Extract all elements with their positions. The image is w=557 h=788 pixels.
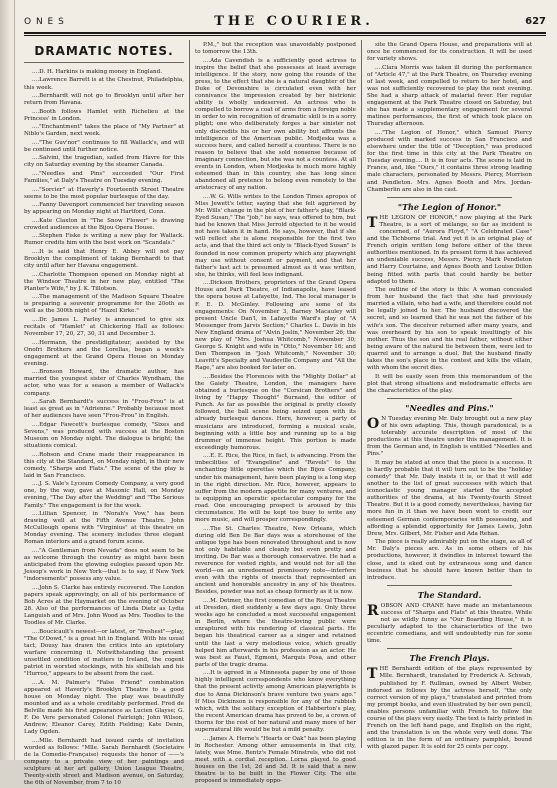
section-title-needles-and-pins: "Needles and Pins." — [405, 402, 494, 413]
article-paragraph: ....Clara Morris was taken ill during the performance of "Article 47," at the Park Theatre, on Thursday evening of last week, and compelled to return to her hotel, and was not sufficiently recovered to play the next evening. She had a sharp attack of malarial fever. Her regular engagement at the Park Theatre closed on Saturday, but she has made a supplementary engagement for several matinee performances, the first of which took place on Thursday afternoon. — [367, 64, 532, 128]
article-paragraph: ....Hermann, the prestidigitateur, assisted by the Onofri Brothers and the Lorellas, began a week's engagement at the Grand Opera House on Monday evening. — [24, 339, 184, 367]
article-paragraph: ...."The Guv'nor" continues to fill Wallack's, and will be continued until further notice. — [24, 139, 184, 153]
article-paragraph: ....The St. Charles Theatre, New Orleans, which during old Ben De Bar days was a storehouse of the antique type has been renovated throughout and is now not only habitable and cleanly but even pretty and inviting. De Bar was a thorough conservative. He had a reverence for vested rights, and would not for all the world—on an unredeemed promissory note—interfere even with the rights of insects that represented an ancient and honorable ancestry in any of his theatres. Besides, powder was not as cheap formerly as it is now. — [195, 525, 356, 596]
legion-of-honor-review — [367, 215, 532, 395]
article-paragraph — [367, 416, 532, 459]
section-title-french-plays: The French Plays. — [409, 653, 490, 664]
article-paragraph: ....Kate Claxton in "The Snow Flower" is drawing crowded audiences at the Bijou Opera House. — [24, 217, 184, 231]
article-paragraph: ....Charlotte Thompson opened on Monday night at the Windsor Theatre in her new play, entitled "The Planter's Wife," by J. K. Tillotson. — [24, 271, 184, 292]
article-paragraph: ....Stephen Fiske is writing a new play for Wallack. Rumor credits him with the best work on "Scandals." — [24, 233, 184, 247]
article-paragraph — [367, 603, 532, 646]
article-paragraph: ....Dr. James L. Farley is announced to give six recitals of "Hamlet" at Chickering Hall as follows: November 17, 20, 27, 30, 31 and December 3. — [24, 316, 184, 338]
paragraph-text: HE LEGION OF HONOR," now playing at the Park Theatre, is a sort of mélange, so far as incident is concerned, of "Aurora Floyd," "A Celebrated Case" and the Tichborne trial. And yet it is an original play of French origin written long before either of the three authorities mentioned. In its present form it has achieved an undeniable success, Messrs. Piercy, Mark Pendleton and Harry Courtaine, and Agnes Booth and Louise Dillon being fitted with parts that could hardly be better adapted to them. — [367, 214, 532, 285]
article-paragraph: ....The management of the Madison Square Theatre is preparing a souvenir programme for the 20oth as well as the 300th night of "Hazel Kirke." — [24, 294, 184, 315]
article-paragraph: ....It is said that Henry E. Abbey will not pay Brooklyn the compliment of taking Bernhardt to that city until after her Havana engagement. — [24, 248, 184, 270]
article-paragraph: ....Salvini, the tragedian, sailed from Havre for this city on Saturday evening by the steamer Canada. — [24, 155, 184, 169]
paragraph-text: OBSON AND CRANE have made an instantaneous success of "Sharps and Flats" at this theatre. While not as wildly funny as "Our Boarding House," it is peculiarly adapted to the characteristics of the two eccentric comedians, and will undoubtedly run for some time. — [367, 602, 532, 645]
article-paragraph: ....Ada Cavendish is a sufficiently good actress to inspire the belief that she possesses at least average intelligence. If the story, now going the rounds of the press, to the effect that she is a natural daughter of the Duke of Devonshire is circulated even with her connivance the impression created by her histrionic ability is wholly undeserved. An actress who is compelled to borrow a coat of arms from a foreign noble in order to win recognition of dramatic skill is in a sorry plight; one who deliberately forges a bar sinister not only discredits his or her own ability but affronts the intelligence of the American public. Modjeska was a success here, and called herself a countess. There is no reason to believe that she sold nonsense because of imaginary connection, but she was not a countess. At all events in London, when Modjeska is much more highly esteemed than in this country, she has long since abandoned all pretence to belong even remotely to the aristocracy of any nation. — [195, 57, 356, 192]
article-paragraph: ....Lillian Spencer, in "Norah's Vow," has been drawing well at the Fifth Avenue Theatre. John McCullough opens with "Virginius" at this theatre on Monday evening. The scenery includes three elegant Roman interiors and a grand forum scene. — [24, 511, 184, 546]
paragraph-text: N Tuesday evening Mr. Daly brought out a new play of his own adapting. This, though paradoxical, is a tolerably accurate description of most of the productions at this theatre under this management. It is from the German and, in English is entitled "Needles and Pins." — [367, 415, 532, 458]
needles-and-pins-review — [367, 416, 532, 582]
article-paragraph: ....Bernhardt will not go to Brooklyn until after her return from Havana. — [24, 93, 184, 107]
middle-column-body — [195, 42, 356, 785]
reviews-intro — [367, 42, 532, 194]
article-paragraph: ....Robson and Crane made their reappearance in this city at the Standard, on Monday night, in their new comedy, "Sharps and Flats." The scene of the play is laid in San Francisco. — [24, 451, 184, 479]
column-middle — [195, 42, 356, 785]
article-paragraph: ....John S. Clarke has entirely recovered. The London papers speak approvingly, on all of his performance of Bob Acres at the Haymarket on the evening of October 28. Also of the performances of Linda Dietz as Lydia Languish and of Mrs. John Wood as Mrs. Toodles to the Toodles of Mr. Clarke. — [24, 584, 184, 627]
article-paragraph: The outline of the story is this: A woman concealed from her husband the fact that she had previously married a villain, who had a wife, and therefore could not be legally joined to her. The husband discovered the secret, and so learned that he was not the father of his wife's son. The deceiver returned after many years, and was overheard by his son to speak insultingly of his mother. Thus the son and his real father, without either being aware of the natural tie between them, were led to quarrel and to arrange a duel. But the husband finally takes the son's place in the contest and kills the villain, with whom the secret dies. — [367, 287, 532, 372]
article-paragraph: ....J. S. Vale's Lyceum Comedy Company, a very good one, by the way, gave at Masonic Hall, on Monday evening, "The Day after the Wedding" and "The Serious Family." The engagement is for the week. — [24, 481, 184, 509]
article-paragraph: ....Boucicault's newest—or latest, or "freshest"—play, "The O'Dowd," is a great hit in England. With his usual tact, Dousy has drawn the critics into an epistolary warfare concerning it. Notwithstanding the present unsettled condition of matters in Ireland, the cogent patriot in worsted stockings, with his shillelah and his "Hurroo," appears to be absent from the cast. — [24, 628, 184, 678]
page-number: 627 — [525, 16, 546, 27]
section-title-legion-of-honor: "The Legion of Honor." — [397, 201, 502, 212]
column-dramatic-notes — [24, 42, 184, 787]
column-separator — [361, 40, 362, 748]
newspaper-title: THE COURIER. — [214, 14, 374, 29]
drop-cap: T — [367, 214, 378, 231]
masthead-rule-thin — [24, 35, 546, 36]
section-divider — [387, 398, 512, 399]
article-paragraph: ...."Needles and Pins" succeeded "Our First Families," at Daly's Theatre on Tuesday evening. — [24, 170, 184, 185]
article-paragraph: ....A. M. Palmer's "False Friend" combination appeared at Haverly's Brooklyn Theatre to a good house on Monday night. The play was beautifully mounted and as a whole creditably performed. Fred de Belville made his first appearance as Lucien Glayse; G. F. De Vere personated Colonel Fairleigh; John Wilson, Andrew; Eleanor Carey, Edith Fielding; Kate Denin, Lady Ogden. — [24, 679, 184, 736]
drop-cap: R — [367, 602, 379, 619]
article-paragraph: The piece is really admirably put on the stage, as all of Mr. Daly's pieces are. As in some others of his productions, however, it dwindles in interest toward the close, and is eked out by extraneous song and dance business that he should have known better than to introduce. — [367, 539, 532, 581]
section-title-the-standard: The Standard. — [417, 589, 482, 600]
article-paragraph: ....Booth follows Hamlet with Richelieu at the Princess' in London. — [24, 108, 184, 122]
article-paragraph: It may be stated at once that the piece is a success. It is hardly probable that it will turn out to be the "holiday comedy" that Mr. Daly insists it is, or that it will add another to the list of great successes with which that iconoclastic young manager started the accepted authorities of the drama, at his Twenty-fourth Street Theatre. But it is a good comedy, nevertheless, having far more fun in it than we have been wont to credit our esteemed German contemporaries with possessing, and affording a splendid opportunity for James Lewis, John Drew, Mrs. Gilbert, Mr. Fisher and Ada Rehan. — [367, 459, 532, 537]
article-paragraph: ....Bronson Howard, the dramatic author, has married the youngest sister of Charles Wyndham, the actor, who was for a season a member of Wallack's company. — [24, 369, 184, 397]
article-paragraph: ....Edgar Fawcett's burlesque comedy, "Sixes and Sevens," was produced with success at the Boston Museum on Monday night. The dialogue is bright; the situations comical. — [24, 421, 184, 450]
article-paragraph: P.M.," but the reception was unavoidably postponed to tomorrow the 13th. — [195, 42, 356, 56]
article-paragraph: ....James A. Herne's "Hearts or Oak" has been playing in Rochester. Among other amusements in that city, lately, was Mme. Rentz's Female Minstrels, who did not meet with a cordial reception. Lorna played to good houses on the 1st, 2d and 3d. It is said that a new theatre is to be built in the Flower City. The site proposed is immediately oppo- — [195, 735, 356, 785]
article-paragraph: ...."Enchantment" takes the place of "My Partner" at Niblo's Garden, next week. — [24, 124, 184, 138]
article-paragraph: ....It is agreed in a Minnesota paper by one of those highly intelligent correspondents who know everything that the present activity among American playwrights is due to Anna Dickinson's brave venture two years ago." If Miss Dickinson is responsible for any of the rubbish which, with the solitary exception of Habberton's play, the recent American drama has proved to be, a crown of thorns for the rest of her natural and many more of her supernatural life would be but a mild penalty. — [195, 670, 356, 734]
article-paragraph: ....Sarah Bernhardt's success in "Frou-Frou" is at least as great as in "Adrienne." Probably because most of her audiences have seen "Frou-Frou" in English. — [24, 399, 184, 420]
section-divider — [387, 585, 512, 586]
masthead-rule — [24, 32, 546, 34]
gutter-bleed-text — [2, 10, 12, 750]
drop-cap: O — [367, 415, 380, 432]
article-paragraph: ....D. H. Harkins is making money in England. — [32, 69, 162, 75]
article-paragraph: ....Mlle. Bernhardt had issued cards of invitation worded as follows: "Mlle. Sarah Bernhardt (Societaire de la Comedie-Française) requests the honor of ——'s company to a private view of her paintings and sculpture at her art gallery, Union League Theatre, Twenty-sixth street and Madison avenue, on Saturday, the 6th of November, from 7 to 10 — [24, 737, 184, 787]
article-paragraph: ...."Sorcier" at Haverly's Fourteenth Street Theatre seems to be the most popular burlesque of the day. — [24, 186, 184, 200]
article-paragraph: ....M. Detmer, the first comedian of the Royal Theatre at Dresden, died suddenly a few days ago. Only three weeks ago he concluded a most successful engagement in Berlin, where the theatre-loving public were enraptured with his rendering of classical parts. He began his theatrical career as a singer and retained until the last a very melodious voice, which greatly helped him afterwards in his profession as an actor. He was best as Faust, Egmont, Marquis Posa, and other parts of the tragic drama. — [195, 597, 356, 668]
paragraph-text: HE Bernhardt edition of the plays represented by Mlle. Bernhardt, translated by Frederick A. Schwab, published by F. Rullman, owned by Albert Weber, indorsed as follows by the actress herself, "the only correct version of my plays," translated and printed from my prompt books, and even illustrated by her own pencil, enables persons unfamiliar with French to follow the course of the plays very easily. The text is fairly printed in French on the left hand page, and English on the right, and the translation is on the whole very well done. The edition is in the form of an ordinary pamphlet, bound with glazed paper. It is sold for 25 cents per copy. — [367, 666, 532, 751]
article-paragraph: site the Grand Opera House, and preparations will at once be commenced for its construction. It will be used for variety shows. — [367, 42, 532, 63]
article-paragraph: ...."A Gentleman from Nevada" does not seem to be as welcome through the country as might have been anticipated from the glowing eulogies passed upon Mr. Jessop's work in New York—that is to say, if New York "indorsements" possess any value. — [24, 547, 184, 583]
dramatic-notes-body — [24, 69, 184, 788]
article-paragraph: ....W. G. Wills writes to the London Times apropos of Miss Jewett's letter, saying that she felt aggrieved by Mr. Wills' change in the plot of her father's play, "Black-Eyed Susan," The "job," he says, was offered to him, but had he known that Miss Jerrold objected to it he would not have taken it in hand. He says, however, that if she will reflect she is alone responsible for the first two acts, and that the third act only is "Black-Eyed Susan" is founded in now common property which any playwright may use without consent or payment, and that her father's last act is presumed almost as it was written, she, he thinks, will feel less indignant. — [195, 193, 356, 278]
masthead-left: O N E S — [24, 17, 65, 27]
section-title-dramatic-notes: DRAMATIC NOTES. — [24, 44, 184, 63]
column-reviews — [367, 42, 532, 751]
article-paragraph: ....Besides the Florences with the "Mighty Dollar" at the Gaiety Theatre, London, the managers have obtained a burlesque on the "Corsican Brothers" and living by "Happy Thought" Burnand, the editor of Punch. As far as possible the original is pretty closely followed, the ball scene being seized upon with its already burlesque dances. Here, however, a party of musicians are introduced, forming a musical scale, beginning with a little boy and running up to a big drummer of immense height. This portion is made exceedingly humorous. — [195, 373, 356, 451]
article-paragraph: ....Lawrence Barrett is at the Chestnut, Philadelphia, this week. — [24, 77, 184, 91]
article-paragraph: ....Dickson Brothers, proprietors of the Grand Opera House and Park Theatre, of Indianapolis, have leased the opera house at Lafayette, Ind. The local manager is F. E. D. McGinley. Following are some of its engagements: On November 3, Barney Macauley will present Uncle Dan'l, in Lafayette Ward's play of "A Messenger from Jarvis Section;" Charles L. Davis in his New England drama of "Alvin Joslin," November 26; the new play of "Mrs. Joshua Whitcomb," November 30; George S. Knight and wife in "Otto," November 16; and Den Thompson in "Josh Whitcomb," November 30; Leavitt's Specialty and Vaudeville Company and "All the Rage," are also booked for later on. — [195, 280, 356, 372]
article-paragraph: ...."The Legion of Honor," which Samuel Piercy produced with marked success in San Francisco and elsewhere under the title of "Deception," was produced for the first time in this city at the Park Theatre on Tuesday evening.... It is in four acts. The scene is laid in France, and, like "Ours," it contains three strong leading male characters, personated by Messrs. Piercy, Morrison and Pendleton. Mrs. Agnes Booth and Mrs. Jordan-Chamberlin are also in the cast. — [367, 129, 532, 193]
masthead — [24, 14, 546, 34]
article-paragraph — [367, 215, 532, 286]
article-paragraph — [367, 666, 532, 751]
section-divider — [387, 197, 512, 198]
article-paragraph: It will be easily seen from this memorandum of the plot that strong situations and melodramatic effects are the characteristics of the play. — [367, 373, 532, 394]
binding-gutter — [0, 0, 15, 760]
the-standard-review — [367, 603, 532, 646]
french-plays-review — [367, 666, 532, 751]
article-paragraph: ....Fanny Davenport commenced her traveling season by appearing on Monday night at Hartford, Conn. — [24, 202, 184, 216]
article-paragraph: ....E. E. Rice, the Rice, in fact, is advancing. From the imbecilities of "Evangeline" and "Revels" to the enchanting little operettas which the Bijou Company, under his management, have been playing is a long step in the right direction. Mr. Rice, however, appears to suffer from the modern appetite for many ventures, and is equipping an operatic spectacular company for the road. One encouraging prospect is aroused by this circumstance. He will be kept too busy to write any more music, and will prosper correspondingly. — [195, 453, 356, 524]
section-divider — [387, 648, 512, 649]
drop-cap: T — [367, 666, 378, 683]
column-separator — [189, 40, 190, 748]
